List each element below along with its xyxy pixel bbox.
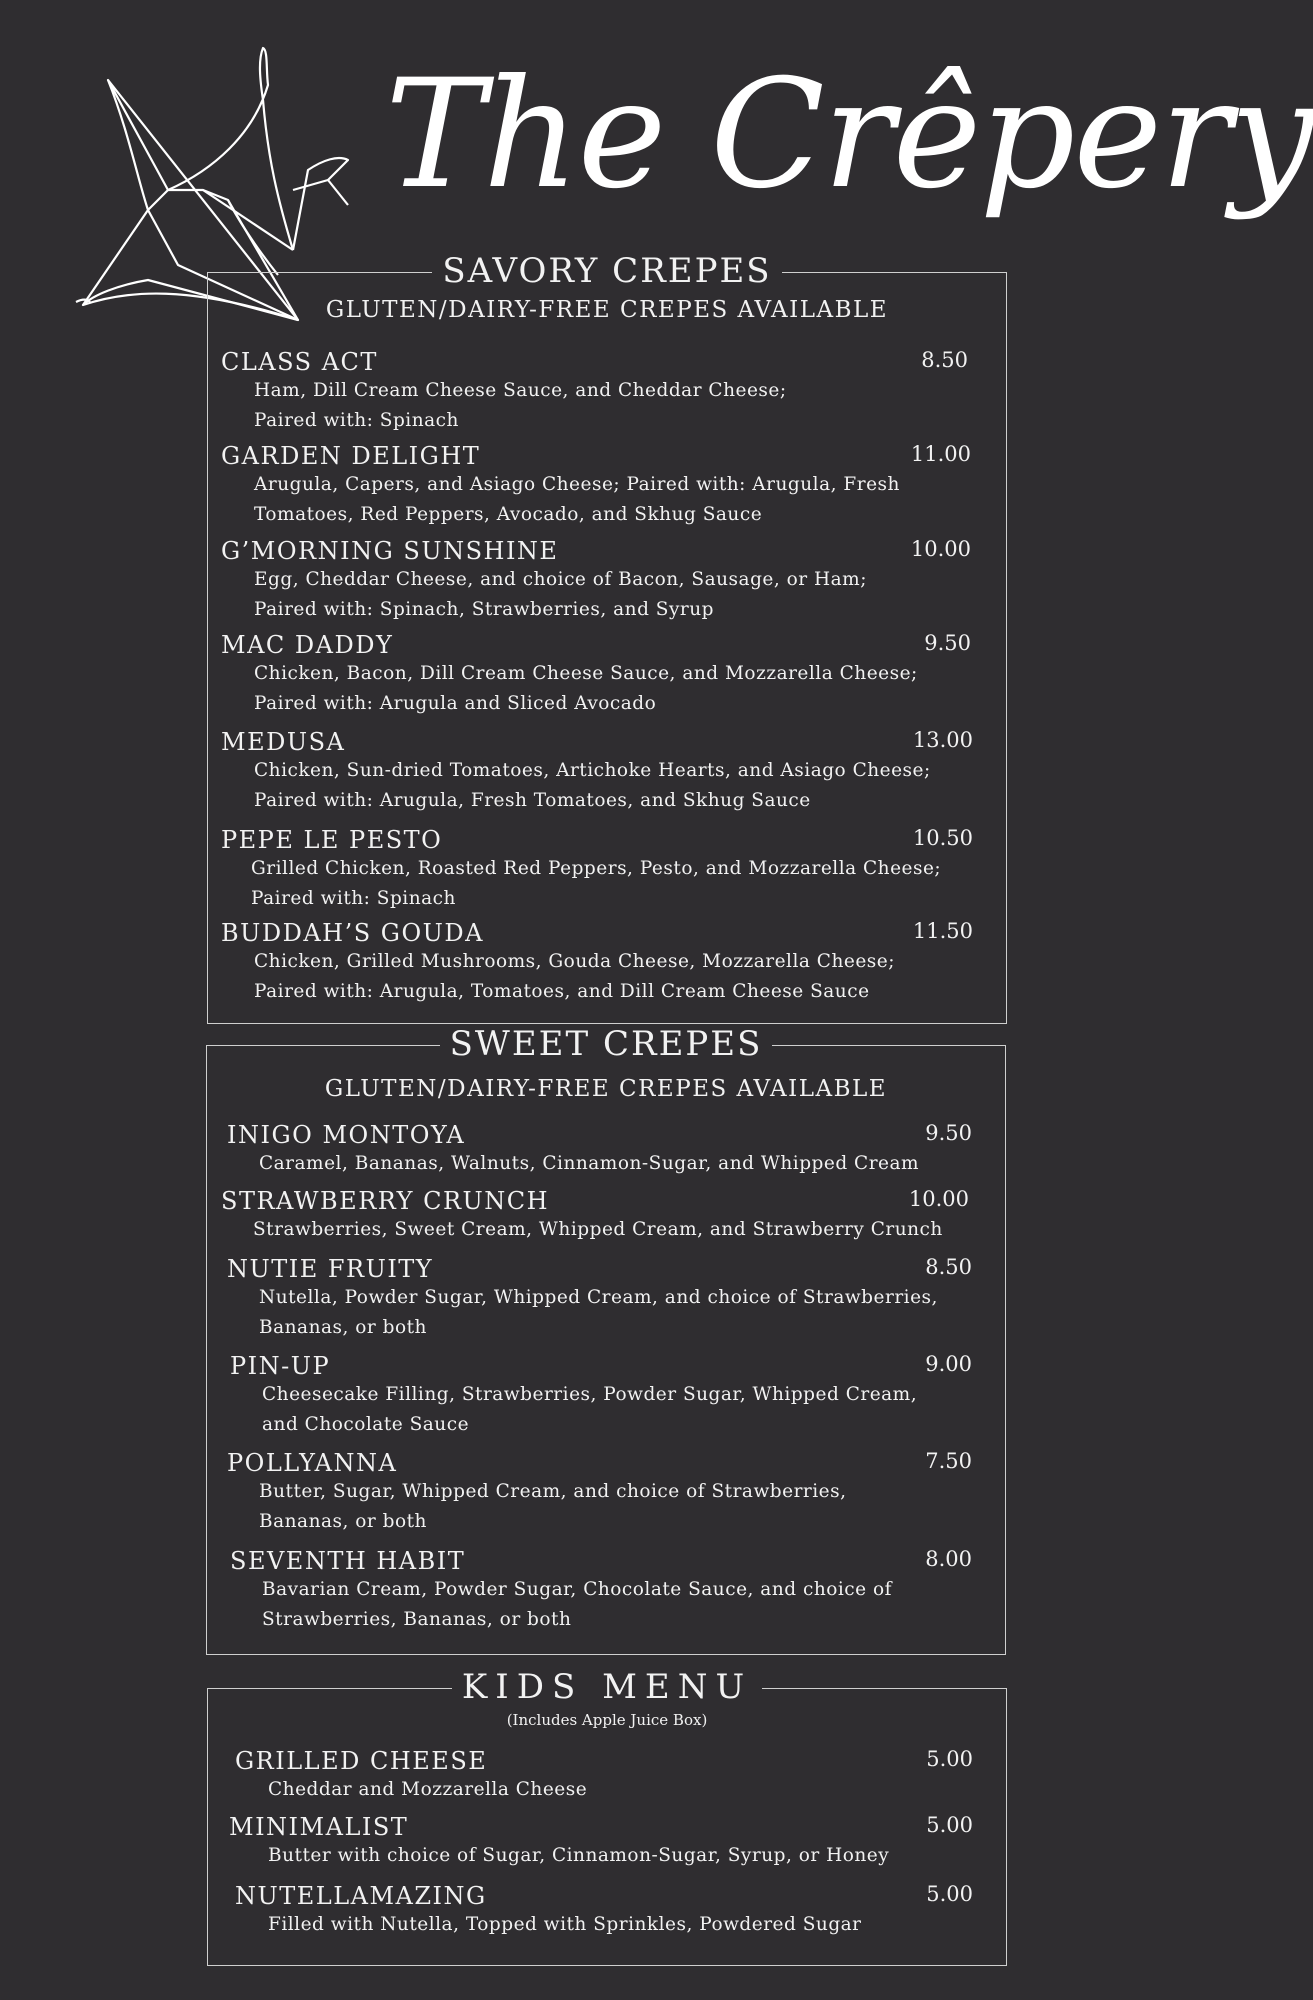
item-price: 5.00 (926, 1747, 973, 1771)
item-name: POLLYANNA (227, 1449, 398, 1477)
savory-title: SAVORY CREPES (432, 251, 781, 291)
item-price: 10.50 (912, 826, 973, 850)
item-name: G’MORNING SUNSHINE (221, 537, 559, 565)
item-price: 8.00 (925, 1547, 972, 1571)
item-desc: and Chocolate Sauce (262, 1414, 470, 1435)
kids-title: KIDS MENU (452, 1667, 762, 1707)
item-desc: Butter with choice of Sugar, Cinnamon-Sugar, Syrup, or Honey (268, 1845, 890, 1866)
item-desc: Egg, Cheddar Cheese, and choice of Bacon, Sausage, or Ham; (254, 569, 867, 590)
item-name: BUDDAH’S GOUDA (221, 919, 484, 947)
item-desc: Paired with: Arugula and Sliced Avocado (254, 693, 657, 714)
item-name: SEVENTH HABIT (230, 1547, 466, 1575)
sweet-title: SWEET CREPES (440, 1024, 773, 1064)
item-desc: Paired with: Arugula, Tomatoes, and Dill Cream Cheese Sauce (254, 981, 870, 1002)
item-desc: Cheesecake Filling, Strawberries, Powder Sugar, Whipped Cream, (262, 1384, 918, 1405)
item-desc: Bananas, or both (259, 1511, 427, 1532)
item-name: CLASS ACT (221, 348, 378, 376)
item-name: INIGO MONTOYA (227, 1121, 466, 1149)
item-desc: Strawberries, Sweet Cream, Whipped Cream, and Strawberry Crunch (253, 1219, 943, 1240)
item-name: STRAWBERRY CRUNCH (221, 1187, 550, 1215)
sweet-subtitle: GLUTEN/DAIRY-FREE CREPES AVAILABLE (324, 1076, 888, 1102)
item-price: 9.50 (924, 631, 971, 655)
item-price: 9.00 (925, 1352, 972, 1376)
item-price: 8.50 (925, 1255, 972, 1279)
item-price: 10.00 (910, 537, 971, 561)
item-price: 10.00 (908, 1187, 969, 1211)
item-desc: Paired with: Spinach (254, 410, 459, 431)
item-desc: Chicken, Sun-dried Tomatoes, Artichoke Hearts, and Asiago Cheese; (254, 760, 931, 781)
item-price: 11.00 (910, 442, 971, 466)
item-desc: Chicken, Grilled Mushrooms, Gouda Cheese, Mozzarella Cheese; (254, 951, 895, 972)
item-price: 5.00 (926, 1813, 973, 1837)
item-price: 7.50 (925, 1449, 972, 1473)
item-price: 9.50 (925, 1121, 972, 1145)
item-name: PIN-UP (230, 1352, 331, 1380)
item-desc: Paired with: Spinach, Strawberries, and Syrup (254, 599, 715, 620)
item-desc: Paired with: Arugula, Fresh Tomatoes, and Skhug Sauce (254, 790, 811, 811)
item-name: MEDUSA (221, 728, 346, 756)
item-name: GARDEN DELIGHT (221, 442, 481, 470)
kids-section (207, 1667, 1007, 1966)
item-desc: Strawberries, Bananas, or both (262, 1609, 572, 1630)
item-desc: Grilled Chicken, Roasted Red Peppers, Pesto, and Mozzarella Cheese; (251, 858, 942, 879)
savory-section (207, 251, 1007, 1024)
item-name: PEPE LE PESTO (221, 826, 443, 854)
kids-note: (Includes Apple Juice Box) (506, 1711, 708, 1729)
sweet-section (206, 1024, 1006, 1655)
item-desc: Filled with Nutella, Topped with Sprinkles, Powdered Sugar (268, 1914, 862, 1935)
item-desc: Bananas, or both (259, 1317, 427, 1338)
item-name: MINIMALIST (229, 1813, 409, 1841)
item-desc: Chicken, Bacon, Dill Cream Cheese Sauce, and Mozzarella Cheese; (254, 663, 918, 684)
item-desc: Arugula, Capers, and Asiago Cheese; Paired with: Arugula, Fresh (254, 474, 900, 495)
savory-subtitle: GLUTEN/DAIRY-FREE CREPES AVAILABLE (325, 297, 889, 323)
item-desc: Tomatoes, Red Peppers, Avocado, and Skhug Sauce (254, 504, 763, 525)
item-desc: Bavarian Cream, Powder Sugar, Chocolate Sauce, and choice of (262, 1579, 892, 1600)
item-desc: Cheddar and Mozzarella Cheese (268, 1779, 588, 1800)
brand-title: The Crêpery (385, 48, 1313, 222)
item-name: GRILLED CHEESE (235, 1747, 488, 1775)
item-price: 13.00 (912, 728, 973, 752)
item-desc: Paired with: Spinach (251, 888, 456, 909)
item-desc: Nutella, Powder Sugar, Whipped Cream, and choice of Strawberries, (259, 1287, 938, 1308)
item-price: 5.00 (926, 1882, 973, 1906)
item-price: 11.50 (912, 919, 973, 943)
item-desc: Caramel, Bananas, Walnuts, Cinnamon-Sugar, and Whipped Cream (259, 1153, 920, 1174)
item-desc: Butter, Sugar, Whipped Cream, and choice of Strawberries, (259, 1481, 847, 1502)
item-name: NUTIE FRUITY (227, 1255, 434, 1283)
item-name: NUTELLAMAZING (235, 1882, 487, 1910)
item-price: 8.50 (921, 348, 968, 372)
item-desc: Ham, Dill Cream Cheese Sauce, and Cheddar Cheese; (254, 380, 787, 401)
item-name: MAC DADDY (221, 631, 394, 659)
